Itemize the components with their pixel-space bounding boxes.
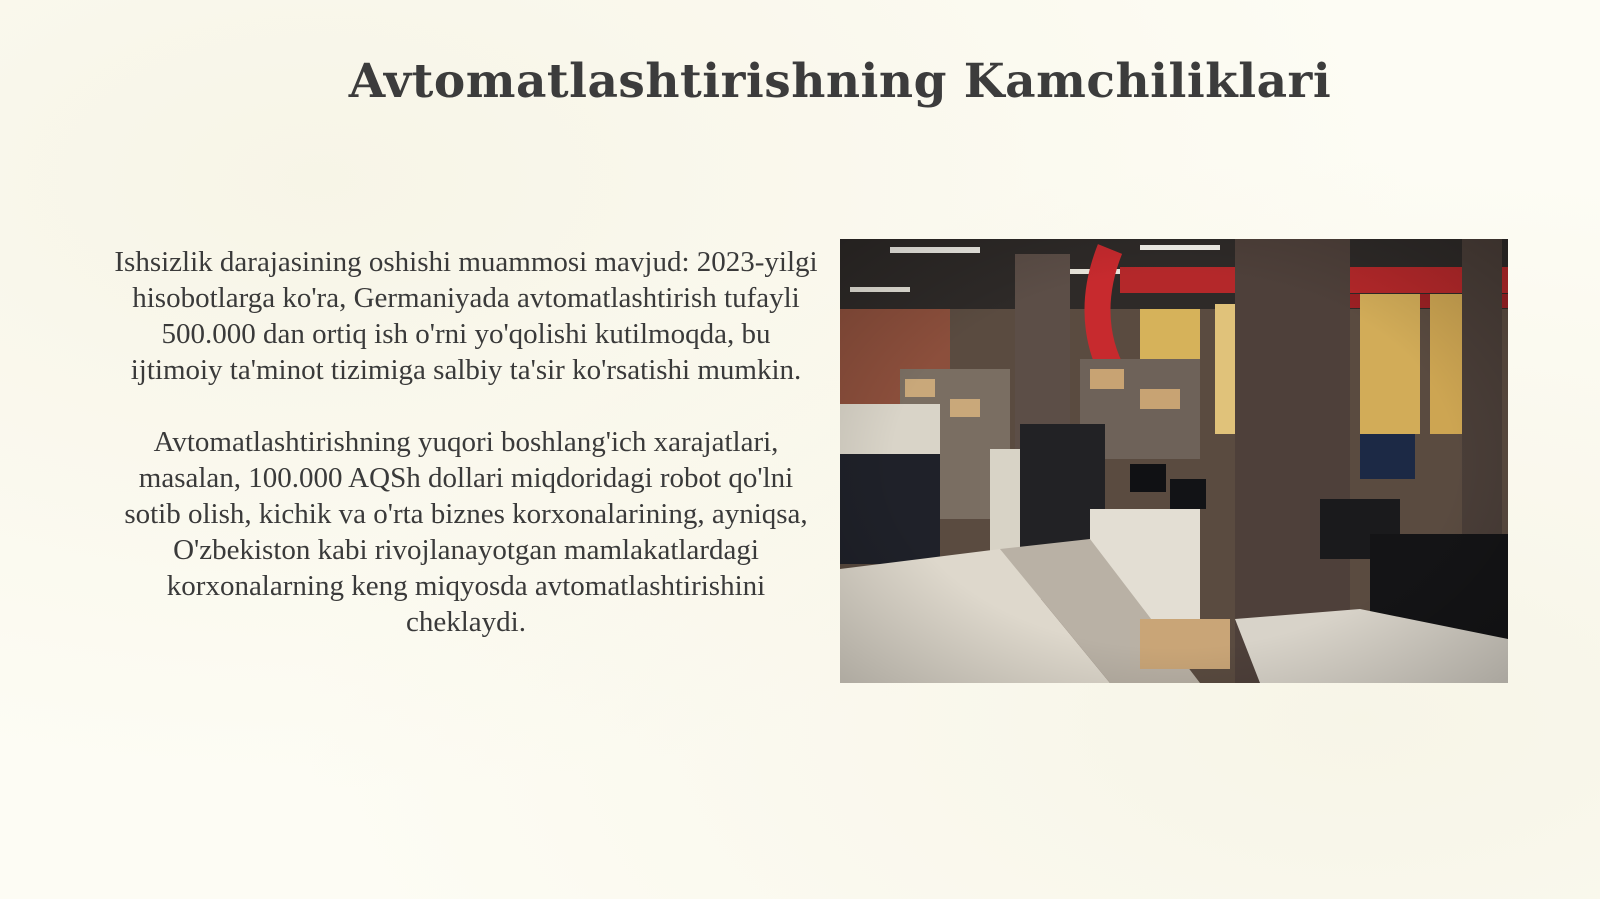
paragraph-unemployment: Ishsizlik darajasining oshishi muammosi mavjud: 2023-yilgi hisobotlarga ko'ra, Germaniyada avtomatlashtirish tufayli 500.000 dan ortiq ish o'rni yo'qolishi kutilmoqda, bu ijtimoiy ta'minot tizimiga salbiy ta'sir ko'rsatishi mumkin. <box>114 246 818 386</box>
slide-title: Avtomatlashtirishning Kamchiliklari <box>348 54 1332 109</box>
factory-photo <box>840 239 1508 683</box>
paragraph-costs: Avtomatlashtirishning yuqori boshlang'ich xarajatlari, masalan, 100.000 AQSh dollari miqdoridagi robot qo'lni sotib olish, kichik va o'rta biznes korxonalarining, ayniqsa, O'zbekiston kabi rivojlanayotgan mamlakatlardagi korxonalarning keng miqyosda avtomatlashtirishini cheklaydi. <box>124 426 808 638</box>
slide-body <box>112 244 820 676</box>
